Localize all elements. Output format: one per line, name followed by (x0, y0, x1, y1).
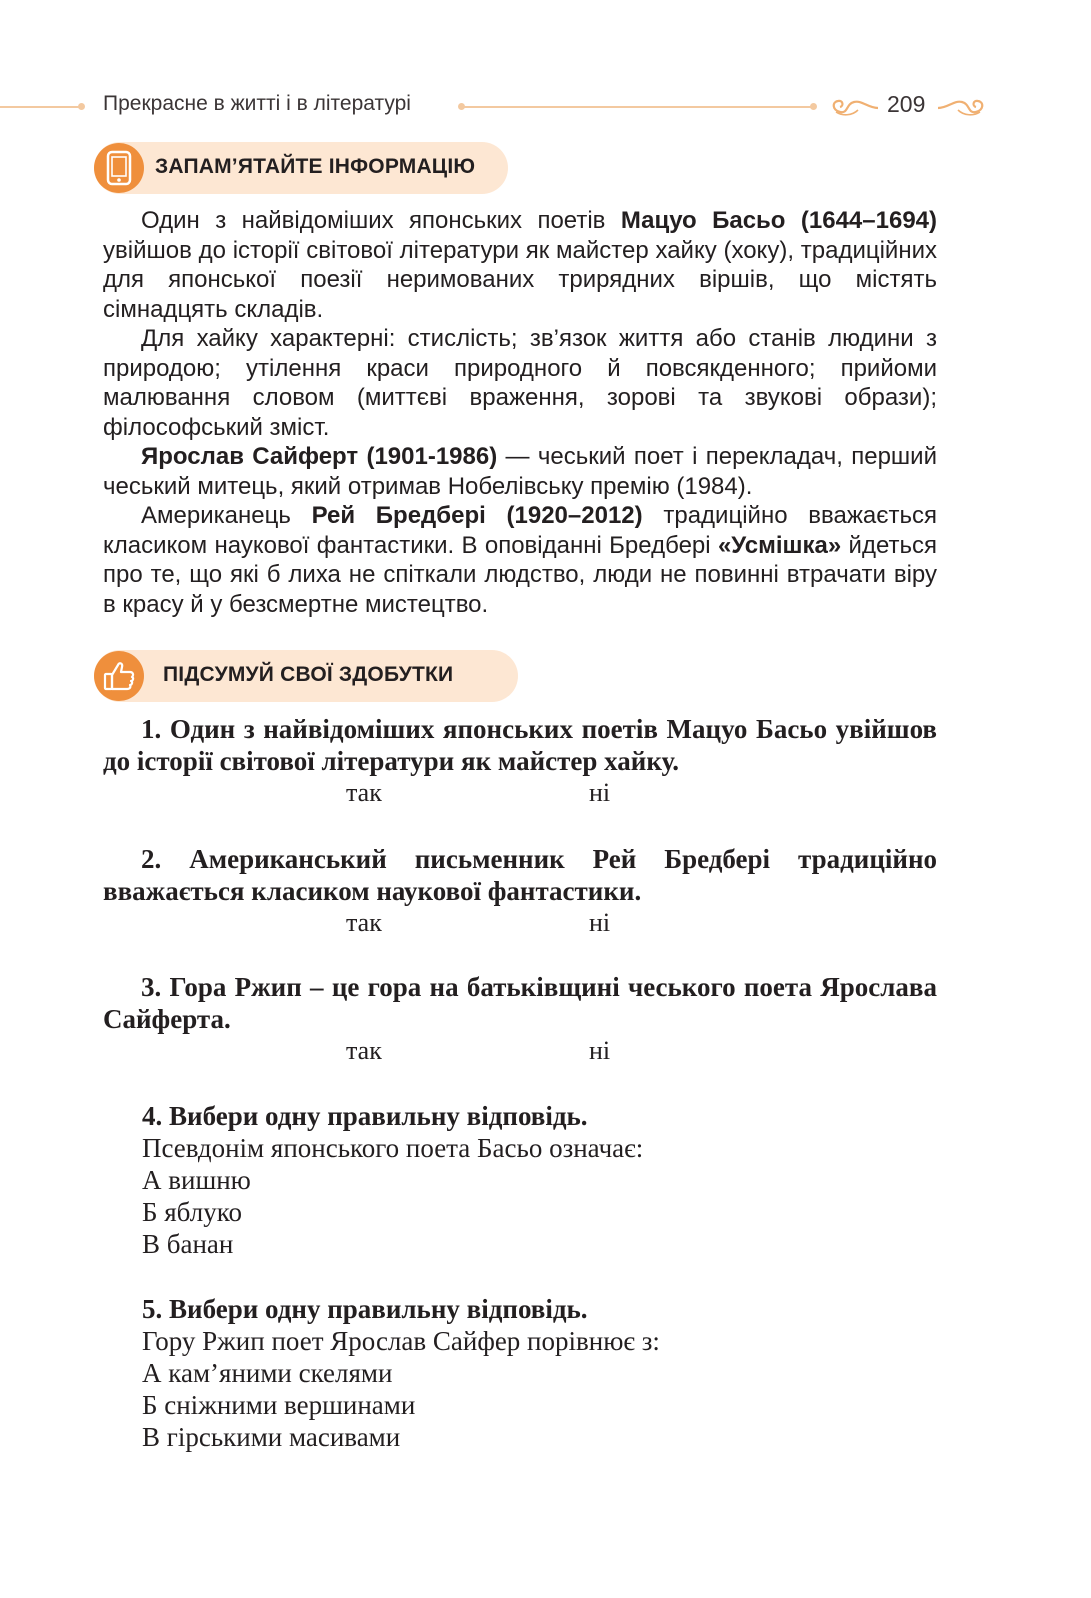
header-rule-left (0, 106, 80, 108)
answer-no[interactable]: ні (589, 908, 611, 937)
question-2 (103, 843, 937, 939)
basho-name: Мацуо Басьо (1644–1694) (620, 207, 938, 234)
ornament-right-icon (936, 94, 988, 118)
info-paragraph: Для хайку характерні: стислість; зв’язок життя або станів людини з природою; утілення краси природного й повсякденного; прийоми малювання словом (миттєві враження, зорові та звукові образи); філософський зміст. (103, 325, 937, 441)
question-5 (142, 1293, 942, 1453)
banner-icon-circle (94, 651, 144, 701)
summary-title: ПІДСУМУЙ СВОЇ ЗДОБУТКИ (163, 663, 454, 686)
phone-icon (106, 150, 132, 186)
option-c[interactable]: В гірськими масивами (142, 1422, 401, 1452)
answer-yes[interactable]: так (346, 1036, 382, 1065)
answer-options (103, 1035, 937, 1067)
answer-yes[interactable]: так (346, 908, 382, 937)
info-paragraph: Один з найвідоміших японських поетів Мацуо Басьо (1644–1694) увійшов до історії світової літератури як майстер хайку (хоку), традиційних для японської поезії неримованих трирядних віршів, що містять сімнадцять складів. (103, 207, 938, 323)
page-number: 209 (887, 91, 926, 117)
header-rule-dot (78, 103, 85, 110)
option-a[interactable]: А кам’яними скелями (142, 1358, 393, 1388)
question-text: 1. Один з найвідоміших японських поетів Мацуо Басьо увійшов до історії світової літератури як майстер хайку. (103, 714, 937, 776)
page-header (0, 88, 1091, 124)
bradbury-name: Рей Бредбері (1920–2012) (311, 502, 643, 529)
info-paragraph: Ярослав Сайферт (1901-1986) — чеський поет і перекладач, перший чеський митець, який отримав Нобелівську премію (1984). (103, 443, 937, 500)
question-prompt: Псевдонім японського поета Басьо означає: (142, 1133, 644, 1163)
question-heading: 4. Вибери одну правильну відповідь. (142, 1101, 588, 1131)
answer-no[interactable]: ні (589, 1036, 611, 1065)
answer-yes[interactable]: так (346, 778, 382, 807)
remember-title: ЗАПАМ’ЯТАЙТЕ ІНФОРМАЦІЮ (155, 155, 476, 178)
header-rule-middle (461, 106, 813, 108)
ornament-left-icon (828, 94, 880, 118)
info-paragraph: Американець Рей Бредбері (1920–2012) традиційно вважається класиком наукової фантастики. В оповіданні Бредбері «Усмішка» йдеться про те, що які б лиха не спіткали людство, люди не повинні втрачати віру в красу й у безсмертне мистецтво. (103, 502, 938, 618)
question-1 (103, 713, 937, 809)
option-c[interactable]: В банан (142, 1229, 234, 1259)
summary-banner (94, 650, 518, 702)
thumbs-up-icon (102, 659, 136, 693)
remember-banner (94, 142, 508, 194)
answer-options (103, 777, 937, 809)
question-3 (103, 971, 937, 1067)
info-text (103, 206, 937, 619)
question-text: 3. Гора Ржип – це гора на батьківщині чеського поета Ярослава Сайферта. (103, 972, 937, 1034)
section-title: Прекрасне в житті і в літературі (103, 92, 411, 115)
banner-icon-circle (94, 143, 144, 193)
option-b[interactable]: Б яблуко (142, 1197, 242, 1227)
option-a[interactable]: А вишню (142, 1165, 251, 1195)
question-heading: 5. Вибери одну правильну відповідь. (142, 1294, 588, 1324)
question-text: 2. Американський письменник Рей Бредбері традиційно вважається класиком наукової фантастики. (103, 844, 937, 906)
header-rule-dot (810, 103, 817, 110)
answer-no[interactable]: ні (589, 778, 611, 807)
question-4 (142, 1100, 942, 1260)
option-b[interactable]: Б сніжними вершинами (142, 1390, 416, 1420)
seifert-name: Ярослав Сайферт (1901-1986) (141, 443, 498, 470)
story-title: «Усмішка» (717, 531, 842, 559)
question-prompt: Гору Ржип поет Ярослав Сайфер порівнює з: (142, 1326, 660, 1356)
answer-options (103, 907, 937, 939)
